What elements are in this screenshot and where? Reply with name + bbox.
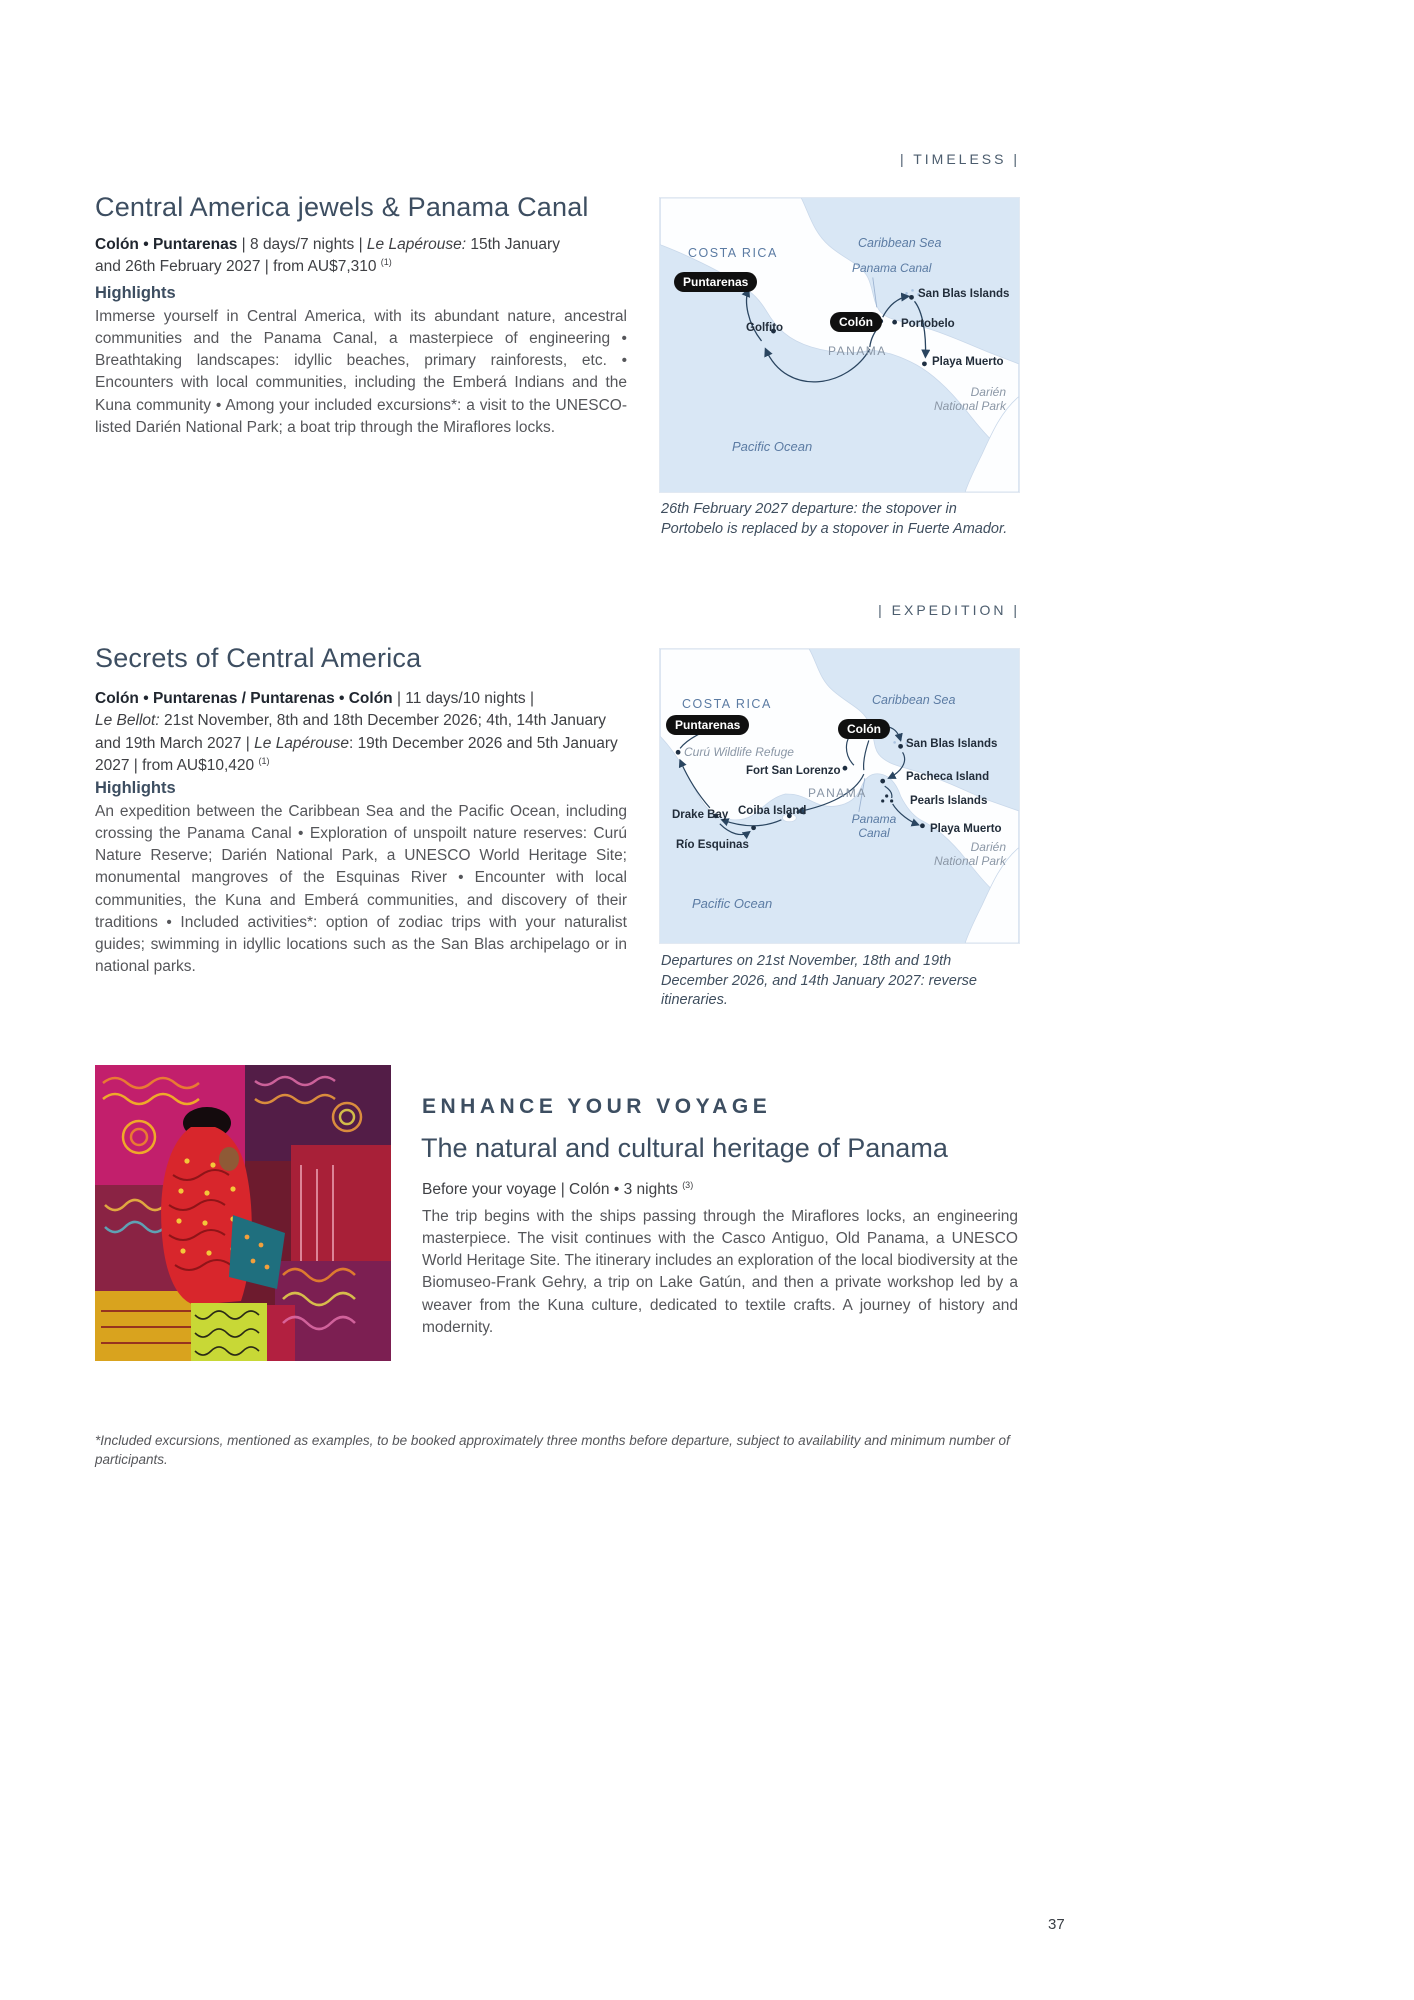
- map2-port-colon: Colón: [838, 719, 890, 739]
- voyage1-title: Central America jewels & Panama Canal: [95, 192, 589, 222]
- voyage2-duration: | 11 days/10 nights |: [392, 690, 534, 707]
- map2-label-panama-canal-line2: Canal: [858, 825, 890, 840]
- map2-label-darien-line2: National Park: [933, 853, 1006, 868]
- enhance-kicker: ENHANCE YOUR VOYAGE: [422, 1095, 772, 1118]
- enhance-note-ref: (3): [682, 1180, 694, 1190]
- voyage2-title: Secrets of Central America: [95, 643, 422, 673]
- map1-label-san-blas-islands: San Blas Islands: [918, 288, 1010, 300]
- map1-label-caribbean-sea: Caribbean Sea: [858, 236, 942, 250]
- voyage2-map: [659, 648, 1020, 944]
- voyage2-ship1: Le Bellot:: [95, 712, 160, 730]
- map2-label-fort-san-lorenzo: Fort San Lorenzo: [746, 765, 841, 777]
- voyage2-map-caption: Departures on 21st November, 18th and 19th December 2026, and 14th January 2027: reverse itineraries.: [661, 953, 977, 1009]
- voyage1-highlights-text: Immerse yourself in Central America, with its abundant nature, ancestral communities and the Panama Canal, a masterpiece of engineering • Breathtaking landscapes: idyllic beaches, primary rainforests, etc. • Encounters with local communities, including the Emberá Indians and the Kuna community • Among your included excursions*: a visit to the UNESCO-listed Darién National Park; a boat trip through the Miraflores locks.: [95, 308, 627, 436]
- voyage1-dates: 15th January and 26th February 2027 | from AU$7,310: [95, 236, 560, 276]
- map1-label-darien-national-park: [912, 386, 1006, 414]
- voyage2-dates1: 21st November, 8th and 18th December 2026; 4th, 14th January and 19th March 2027 |: [95, 712, 606, 752]
- voyage2-ship2: Le Lapérouse: [254, 734, 349, 752]
- map1-label-pacific-ocean: Pacific Ocean: [732, 439, 813, 454]
- map1-label-panama: PANAMA: [828, 344, 887, 358]
- map2-label-panama-canal-line1: Panama: [851, 812, 897, 826]
- enhance-title: The natural and cultural heritage of Panama: [421, 1133, 948, 1163]
- voyage2-meta: [95, 688, 623, 778]
- map2-label-costa-rica: COSTA RICA: [682, 697, 772, 711]
- map2-label-rio-esquinas: Río Esquinas: [676, 839, 749, 851]
- voyage2-route: Colón • Puntarenas / Puntarenas • Colón: [95, 690, 393, 707]
- voyage2-highlights-label: Highlights: [95, 779, 176, 797]
- map1-label-darien-line1: Darién: [970, 385, 1006, 399]
- page-number: 37: [1048, 1916, 1065, 1933]
- map2-label-pacific-ocean: Pacific Ocean: [692, 896, 773, 911]
- map2-label-darien-national-park: [914, 841, 1006, 869]
- kuna-textile-photo-illustration: [95, 1065, 391, 1361]
- map1-label-panama-canal: Panama Canal: [852, 261, 932, 275]
- map2-port-puntarenas: Puntarenas: [666, 715, 749, 735]
- voyage1-ship: Le Lapérouse:: [366, 236, 467, 253]
- map2-label-pacheca-island: Pacheca Island: [906, 771, 990, 783]
- map2-label-playa-muerto: Playa Muerto: [930, 823, 1002, 835]
- collection-tag-expedition: | EXPEDITION |: [878, 602, 1020, 618]
- map2-label-drake-bay: Drake Bay: [672, 809, 729, 821]
- map2-label-curu-wildlife-refuge: Curú Wildlife Refuge: [684, 745, 794, 759]
- voyage1-map: [659, 197, 1020, 493]
- voyage2-highlights-text: An expedition between the Caribbean Sea and the Pacific Ocean, including crossing the Panama Canal • Exploration of unspoilt nature reserves: Curú Nature Reserve; Darién National Park, a UNESCO World Heritage Site; monumental mangroves of the Esquinas River • Encounter with local communities, the Kuna and Emberá communities, and discovery of their traditions • Included activities*: option of zodiac trips with your naturalist guides; swimming in idyllic locations such as the San Blas archipelago or in national parks.: [95, 803, 627, 976]
- map2-label-caribbean-sea: Caribbean Sea: [872, 693, 956, 707]
- voyage1-meta: [95, 234, 577, 279]
- map2-label-san-blas-islands: San Blas Islands: [906, 738, 998, 750]
- map1-label-darien-line2: National Park: [933, 398, 1006, 413]
- map2-label-pearls-islands: Pearls Islands: [910, 795, 988, 807]
- map2-label-panama-canal: [844, 813, 904, 841]
- collection-tag-timeless: | TIMELESS |: [899, 151, 1020, 167]
- enhance-meta: [422, 1180, 693, 1199]
- voyage1-highlights-label: Highlights: [95, 284, 176, 302]
- map1-port-puntarenas: Puntarenas: [674, 272, 757, 292]
- map1-label-portobelo: Portobelo: [901, 318, 955, 330]
- voyage1-duration: | 8 days/7 nights |: [237, 236, 367, 253]
- kuna-textile-photo: [95, 1065, 391, 1361]
- voyage1-route: Colón • Puntarenas: [95, 236, 238, 253]
- map2-label-darien-line1: Darién: [970, 840, 1006, 854]
- map2-label-panama: PANAMA: [808, 786, 867, 800]
- voyage2-note-ref: (1): [258, 756, 270, 767]
- footnote: *Included excursions, mentioned as examples, to be booked approximately three months before departure, subject to availability and minimum number of participants.: [95, 1433, 1010, 1467]
- map1-port-colon: Colón: [830, 312, 882, 332]
- voyage2-dates2: : 19th December 2026 and 5th January 2027 | from AU$10,420: [95, 734, 618, 775]
- map1-label-costa-rica: COSTA RICA: [688, 246, 778, 260]
- voyage1-map-caption: 26th February 2027 departure: the stopover in Portobelo is replaced by a stopover in Fuerte Amador.: [661, 501, 1008, 537]
- enhance-body: The trip begins with the ships passing through the Miraflores locks, an engineering masterpiece. The visit continues with the Casco Antiguo, Old Panama, a UNESCO World Heritage Site. The itinerary includes an exploration of the local biodiversity at the Biomuseo-Frank Gehry, a trip on Lake Gatún, and then a private workshop led by a weaver from the Kuna culture, dedicated to textile crafts. A journey of history and modernity.: [422, 1208, 1018, 1336]
- map1-label-playa-muerto: Playa Muerto: [932, 356, 1004, 368]
- map1-label-golfito: Golfito: [746, 322, 784, 334]
- map2-label-coiba-island: Coiba Island: [738, 805, 807, 817]
- voyage1-note-ref: (1): [380, 257, 392, 268]
- enhance-meta-text: Before your voyage | Colón • 3 nights: [422, 1181, 683, 1199]
